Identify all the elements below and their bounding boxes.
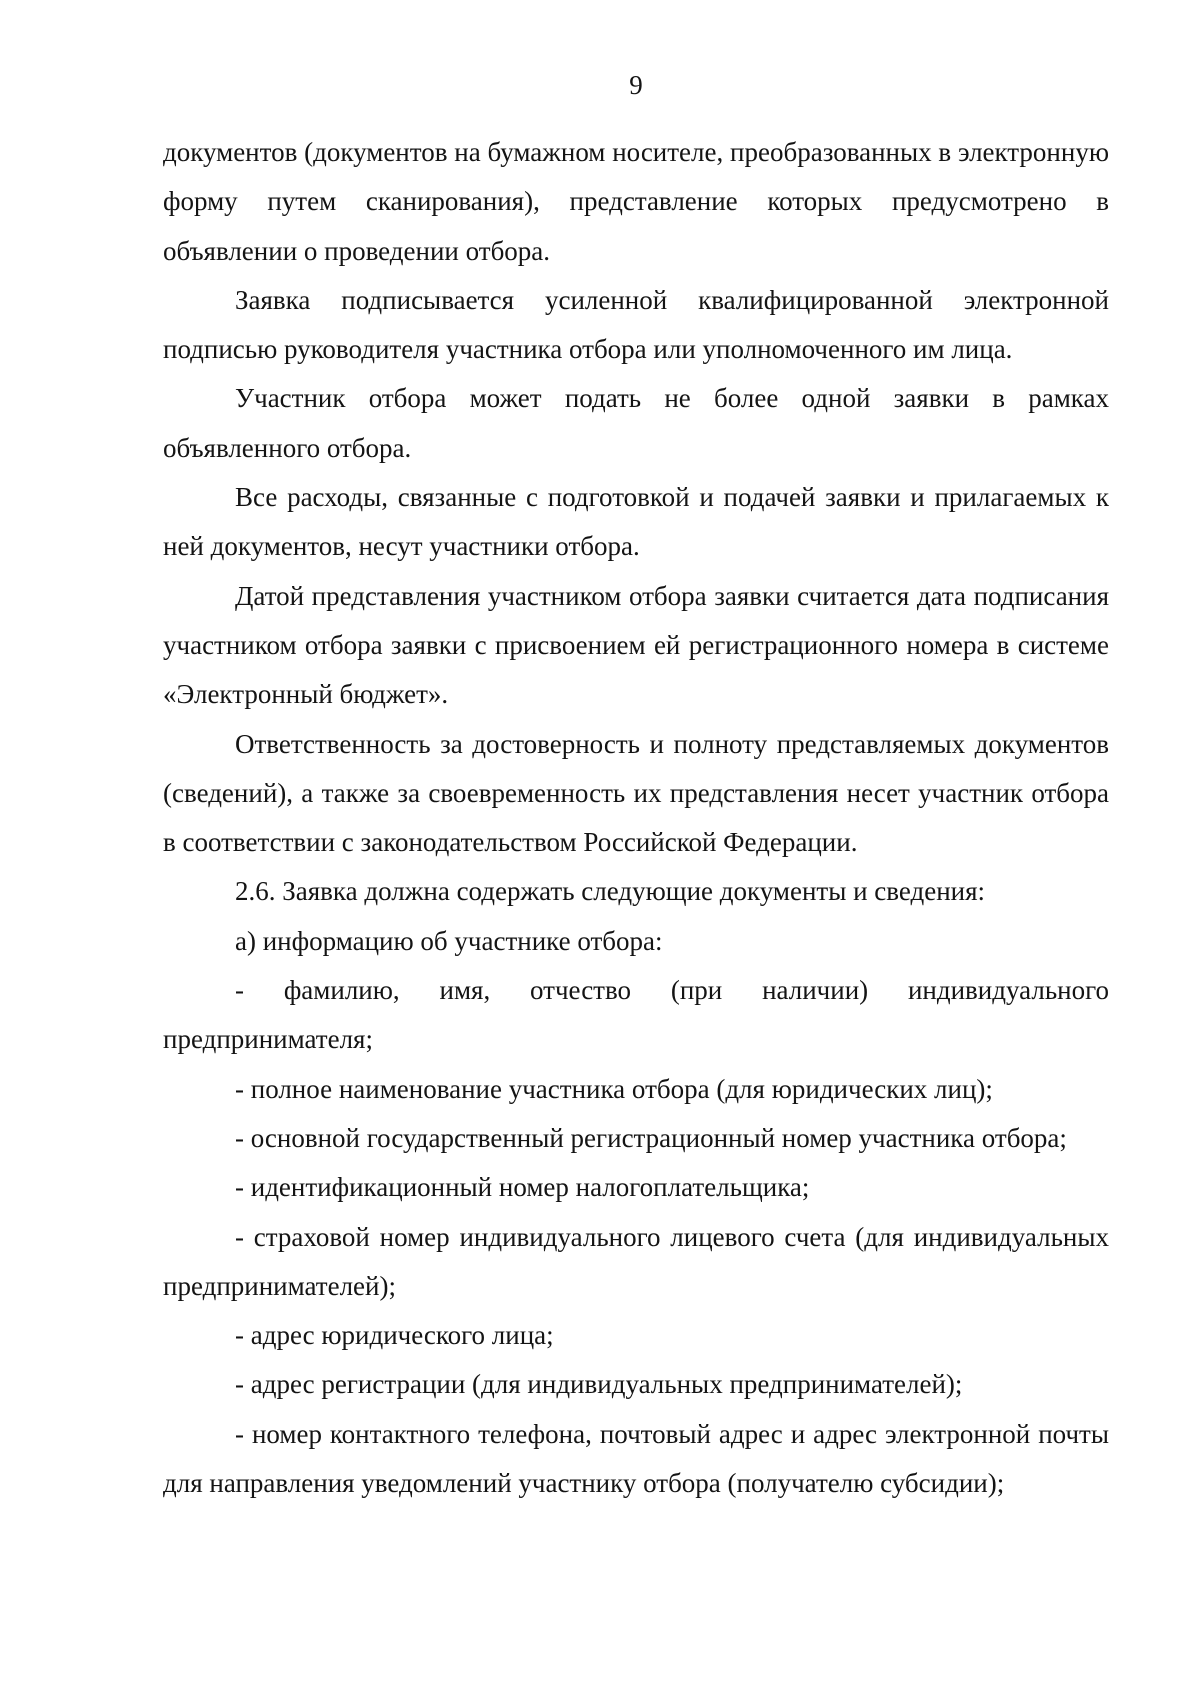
list-item-ogrn: - основной государственный регистрационный номер участника отбора; [235, 1122, 1067, 1153]
paragraph-expenses: Все расходы, связанные с подготовкой и подачей заявки и прилагаемых к ней документов, несут участники отбора. [163, 482, 1109, 562]
list-item-snils: - страховой номер индивидуального лицевого счета (для индивидуальных предпринимателей); [163, 1221, 1109, 1301]
list-item-inn: - идентификационный номер налогоплательщика; [235, 1172, 810, 1203]
paragraph-participant-info: а) информацию об участнике отбора: [235, 925, 663, 956]
paragraph-one-application: Участник отбора может подать не более одной заявки в рамках объявленного отбора. [163, 383, 1109, 463]
paragraph-responsibility: Ответственность за достоверность и полноту представляемых документов (сведений), а также за своевременность их представления несет участник отбора в соответствии с законодательством Российской Федерации. [163, 728, 1109, 858]
paragraph-section-2-6: 2.6. Заявка должна содержать следующие документы и сведения: [235, 876, 986, 907]
paragraph-documents-continuation: документов (документов на бумажном носителе, преобразованных в электронную форму путем сканирования), представление которых предусмотрено в объявлении о проведении отбора. [163, 137, 1109, 266]
list-item-organization-name: - полное наименование участника отбора (для юридических лиц); [235, 1073, 993, 1104]
document-body [163, 128, 1109, 1508]
list-item-legal-address: - адрес юридического лица; [235, 1320, 554, 1351]
paragraph-submission-date: Датой представления участником отбора заявки считается дата подписания участником отбора заявки с присвоением ей регистрационного номера в системе «Электронный бюджет». [163, 580, 1109, 710]
paragraph-signature: Заявка подписывается усиленной квалифицированной электронной подписью руководителя участника отбора или уполномоченного им лица. [163, 284, 1109, 365]
list-item-contacts: - номер контактного телефона, почтовый адрес и адрес электронной почты для направления уведомлений участнику отбора (получателю субсидии); [163, 1418, 1109, 1499]
page-number: 9 [629, 70, 643, 100]
list-item-full-name: - фамилию, имя, отчество (при наличии) индивидуального предпринимателя; [163, 975, 1109, 1055]
list-item-registration-address: - адрес регистрации (для индивидуальных предпринимателей); [235, 1369, 963, 1400]
